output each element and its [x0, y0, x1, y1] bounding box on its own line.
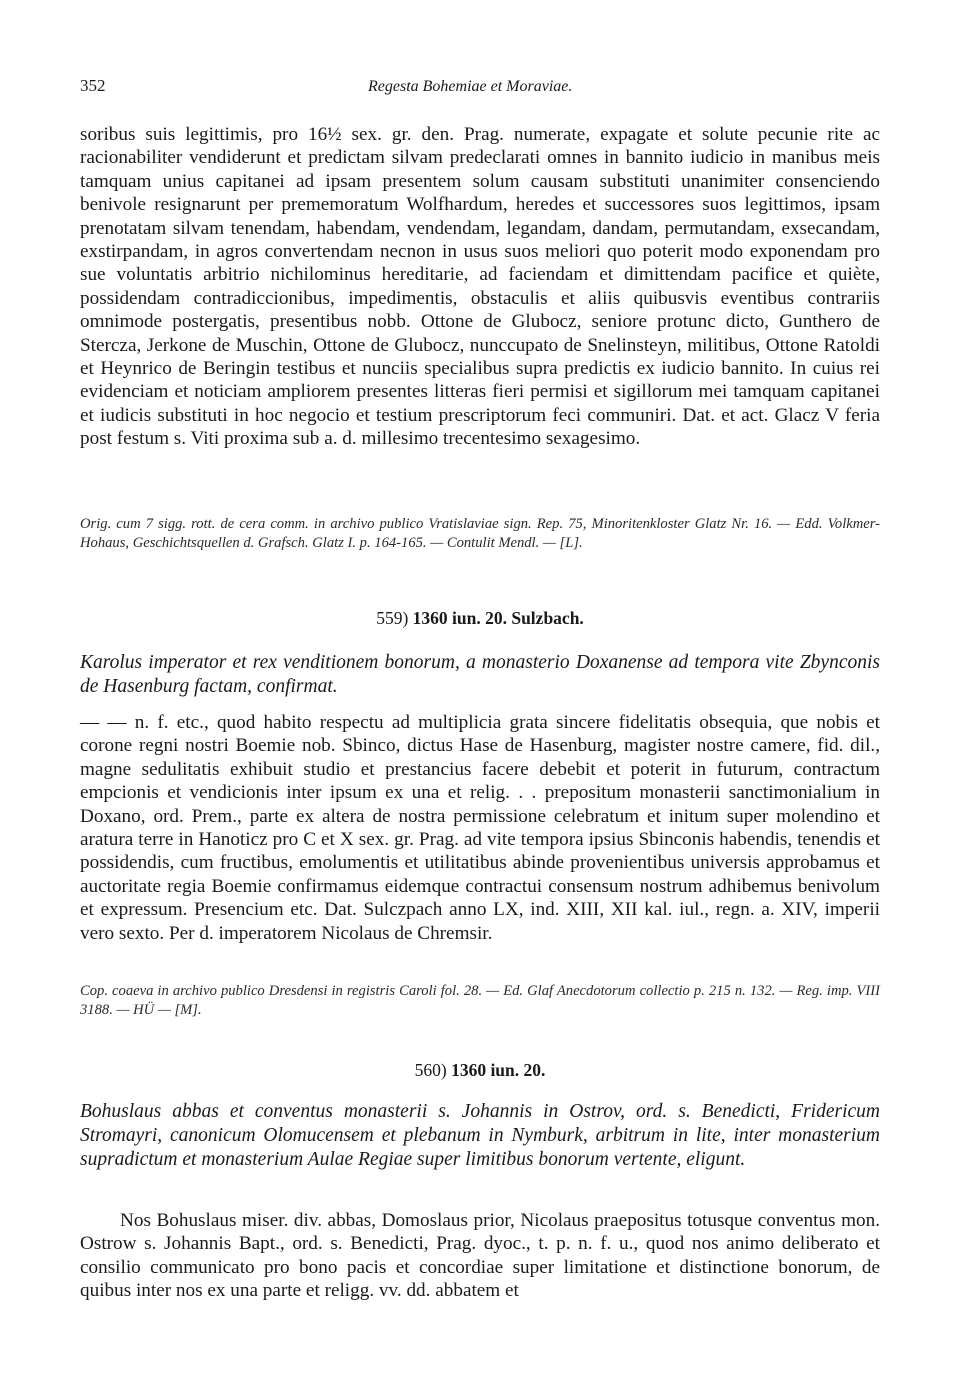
doc560-date: 1360 iun. 20.: [451, 1060, 546, 1080]
doc560-heading: [80, 1059, 880, 1081]
running-title: Regesta Bohemiae et Moraviae.: [368, 78, 573, 95]
document-page: [80, 0, 880, 1390]
doc559-date: 1360 iun. 20. Sulzbach.: [412, 608, 584, 628]
doc560-number: 560): [414, 1060, 447, 1080]
doc558-continuation-text: soribus suis legittimis, pro 16½ sex. gr. den. Prag. numerate, expagate et solute pecunie rite ac racionabiliter vendiderunt et predictam silvam predeclarati omnes in bannito iudicio in manibus meis tamquam unius capitanei ad ipsam presentem solum causam substituti unanimiter consenciendo benivole resignarunt per prememoratum Wolfhardum, heredes et successores suos legittimos, ipsam prenotatam silvam tenendam, habendam, vendendam, legandam, dandam, permutandam, exsecandam, exstirpandam, in agros convertendam necnon in usus suos meliori quo poterit modo exponendam pro sue voluntatis arbitrio nichilominus hereditarie, ad faciendam et dimittendam pacifice et quiète, possidendam contradiccionibus, impedimentis, obstaculis et aliis quibusvis eventibus contrariis omnimode postergatis, presentibus nobb. Ottone de Glubocz, seniore protunc dicto, Gunthero de Stercza, Jerkone de Muschin, Ottone de Glubocz, nunccupato de Snelinsteyn, militibus, Ottone Ratoldi et Heynrico de Beringin testibus et nunciis specialibus supra predictis ex iudicio bannito. In cuius rei evidenciam et noticiam ampliorem presentes litteras fieri permisi et sigillorum mei tamquam capitanei et iudicis substituti in hoc negocio et testium prescriptorum feci communiri. Dat. et act. Glacz V feria post festum s. Viti proxima sub a. d. millesimo trecentesimo sexagesimo.: [80, 124, 880, 450]
running-head: [80, 76, 880, 102]
doc560-body-text: Nos Bohuslaus miser. div. abbas, Domoslaus prior, Nicolaus praepositus totusque conventus mon. Ostrow s. Johannis Bapt., ord. s. Benedicti, Prag. dyoc., t. p. n. f. u., quod nos animo deliberato et consilio communicato pro bono pacis et concordiae super limitatione et distinctione bonorum, de quibus inter nos ex una parte et religg. vv. dd. abbatem et: [80, 1210, 880, 1302]
doc560-summary: Bohuslaus abbas et conventus monasterii s. Johannis in Ostrov, ord. s. Benedicti, Fridericum Stromayri, canonicum Olomucensem et plebanum in Nymburk, arbitrum in lite, inter monasterium supradictum et monasterium Aulae Regiae super limitibus bonorum vertente, eligunt.: [80, 1101, 880, 1170]
page-number: 352: [80, 76, 106, 95]
doc559-number: 559): [376, 608, 409, 628]
doc559-heading: [80, 607, 880, 629]
doc559-summary: Karolus imperator et rex venditionem bonorum, a monasterio Doxanense ad tempora vite Zbynconis de Hasenburg factam, confirmat.: [80, 652, 880, 697]
doc559-body-text: — — n. f. etc., quod habito respectu ad multiplicia grata sincere fidelitatis obsequia, que nobis et corone regni nostri Boemie nob. Sbinco, dictus Hase de Hasenburg, magister nostre camere, fid. dil., magne sedulitatis exhibuit studio et prestancius facere debebit et poterit in futurum, contractum empcionis et vendicionis inter ipsum ex una et relig. . . prepositum monasterii sanctimonialium in Doxano, ord. Prem., parte ex altera de nostra permissione celebratum et initum super molendino et aratura terre in Hanoticz pro C et X sex. gr. Prag. ad vite tempora ipsius Sbinconis habendis, tenendis et possidendis, cum fructibus, emolumentis et utilitatibus abinde provenientibus universis approbamus et auctoritate regia Boemie confirmamus eidemque contractui consensum nostrum adhibemus benivolum et expressum. Presencium etc. Dat. Sulczpach anno LX, ind. XIII, XII kal. iul., regn. a. XIV, imperii vero sexto. Per d. imperatorem Nicolaus de Chremsir.: [80, 712, 880, 944]
doc559-source-note: Cop. coaeva in archivo publico Dresdensi in registris Caroli fol. 28. — Ed. Glaf Anecdotorum collectio p. 215 n. 132. — Reg. imp. VIII 3188. — HÜ — [M].: [80, 983, 880, 1018]
doc558-source-note: Orig. cum 7 sigg. rott. de cera comm. in archivo publico Vratislaviae sign. Rep. 75, Minoritenkloster Glatz Nr. 16. — Edd. Volkmer-Hohaus, Geschichtsquellen d. Grafsch. Glatz I. p. 164-165. — Contulit Mendl. — [L].: [80, 516, 880, 551]
